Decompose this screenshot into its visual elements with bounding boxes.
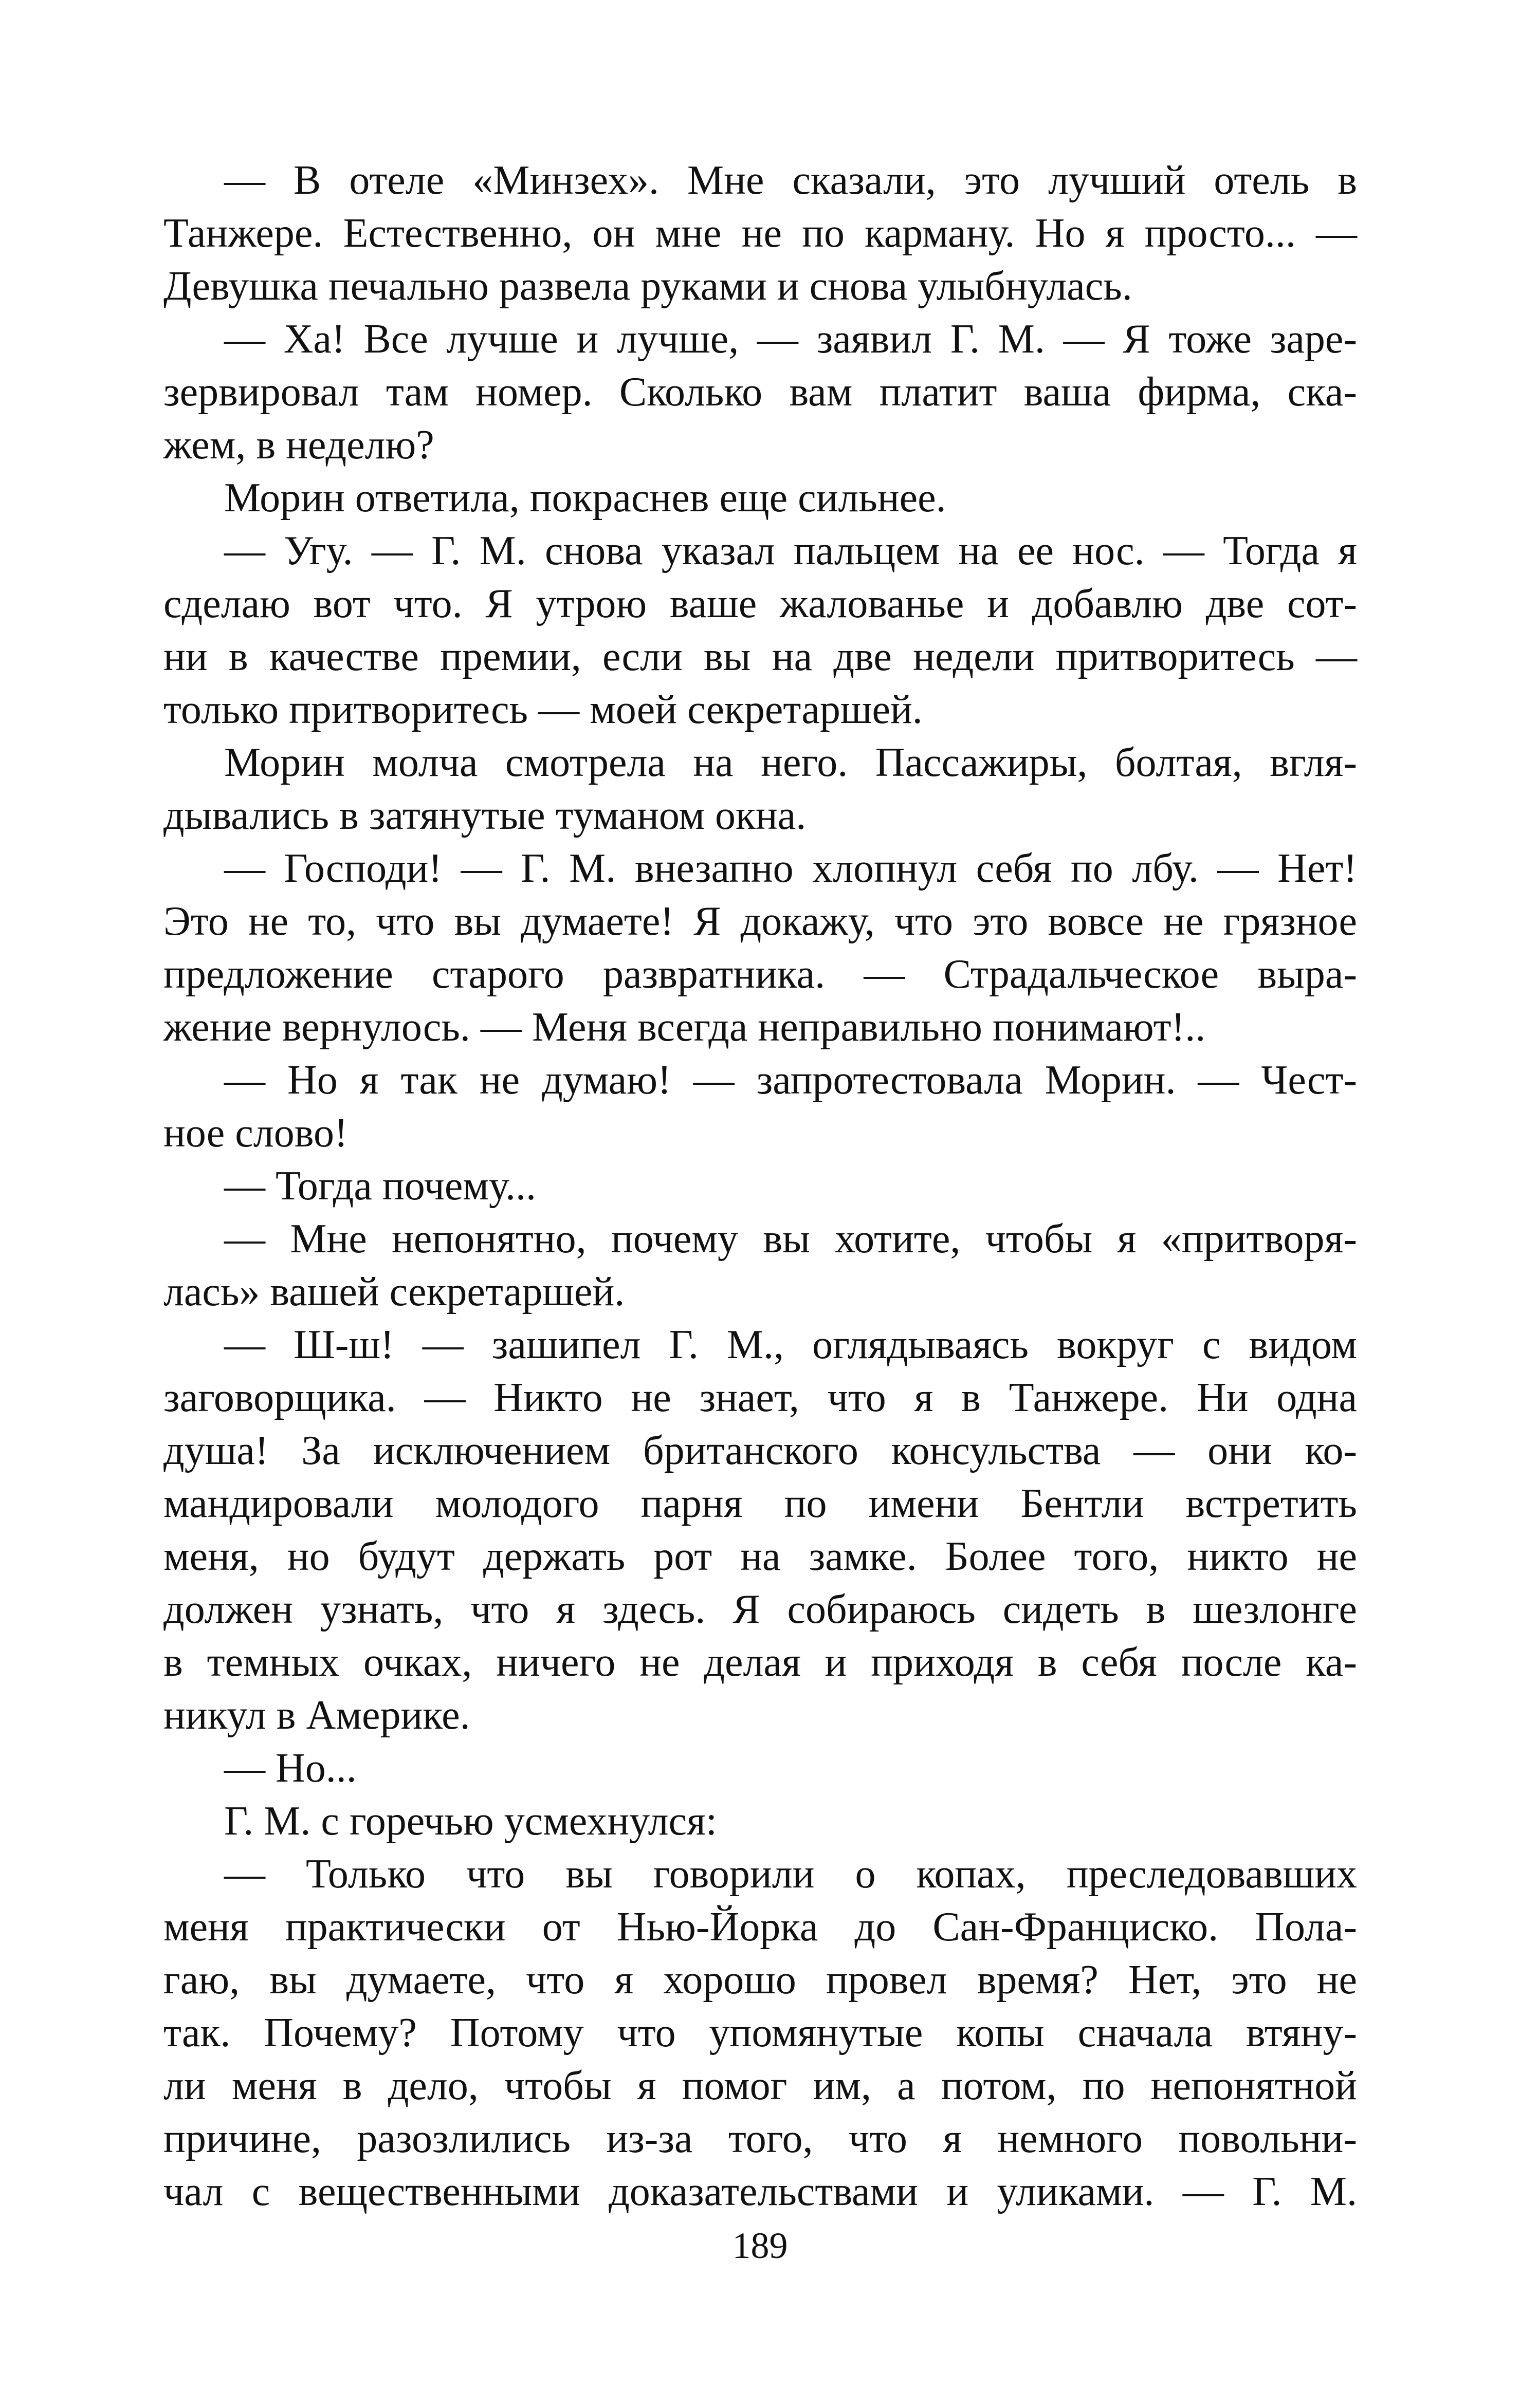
text-line: Морин молча смотрела на него. Пассажиры, болтая, вгля- (224, 740, 1357, 785)
text-line: причине, разозлились из-за того, что я немного повольни- (163, 2116, 1357, 2161)
text-line: предложение старого развратника. — Страдальческое выра- (163, 952, 1357, 997)
text-line: — В отеле «Минзех». Мне сказали, это лучший отель в (224, 158, 1357, 203)
text-line: зервировал там номер. Сколько вам платит ваша фирма, ска- (163, 369, 1357, 415)
body-text (163, 154, 1357, 2218)
text-line: — Господи! — Г. М. внезапно хлопнул себя по лбу. — Нет! (224, 846, 1357, 891)
text-line: — Угу. — Г. М. снова указал пальцем на ее нос. — Тогда я (224, 528, 1357, 573)
text-line: меня, но будут держать рот на замке. Более того, никто не (163, 1534, 1357, 1579)
page-number: 189 (732, 2225, 788, 2266)
text-line: — Но я так не думаю! — запротестовала Морин. — Чест- (224, 1058, 1357, 1103)
text-line: — Ш-ш! — зашипел Г. М., оглядываясь вокруг с видом (224, 1322, 1357, 1367)
text-line: — Но... (224, 1746, 357, 1791)
text-line: — Мне непонятно, почему вы хотите, чтобы я «притворя- (224, 1216, 1357, 1262)
text-line: Это не то, что вы думаете! Я докажу, что это вовсе не грязное (163, 899, 1357, 944)
text-line: душа! За исключением британского консульства — они ко- (163, 1428, 1357, 1473)
text-line: Девушка печально развела руками и снова улыбнулась. (163, 264, 1132, 309)
text-line: гаю, вы думаете, что я хорошо провел время? Нет, это не (163, 1957, 1357, 2003)
text-line: дывались в затянутые туманом окна. (163, 793, 807, 838)
text-line: Г. М. с горечью усмехнулся: (224, 1799, 718, 1844)
text-line: — Тогда почему... (224, 1163, 536, 1209)
text-line: чал с вещественными доказательствами и уликами. — Г. М. (163, 2169, 1357, 2214)
text-line: — Только что вы говорили о копах, преследовавших (224, 1851, 1357, 1897)
text-line: так. Почему? Потому что упомянутые копы сначала втяну- (163, 2010, 1357, 2055)
text-line: должен узнать, что я здесь. Я собираюсь сидеть в шезлонге (163, 1587, 1357, 1632)
text-line: Танжере. Естественно, он мне не по карману. Но я просто... — (163, 211, 1357, 256)
text-line: лась» вашей секретаршей. (163, 1269, 625, 1314)
text-line: ное слово! (163, 1110, 348, 1156)
text-line: заговорщика. — Никто не знает, что я в Танжере. Ни одна (163, 1375, 1357, 1420)
text-line: в темных очках, ничего не делая и приходя в себя после ка- (163, 1640, 1357, 1685)
text-line: Морин ответила, покраснев еще сильнее. (224, 475, 946, 521)
text-line: жем, в неделю? (163, 422, 434, 468)
text-line: жение вернулось. — Меня всегда неправильно понимают!.. (163, 1005, 1206, 1050)
text-line: сделаю вот что. Я утрою ваше жалованье и добавлю две сот- (163, 581, 1357, 626)
text-line: — Ха! Все лучше и лучше, — заявил Г. М. — Я тоже заре- (224, 317, 1357, 362)
text-line: никул в Америке. (163, 1693, 470, 1738)
text-line: мандировали молодого парня по имени Бентли встретить (163, 1481, 1357, 1526)
text-line: ли меня в дело, чтобы я помог им, а потом, по непонятной (163, 2063, 1357, 2108)
text-line: ни в качестве премии, если вы на две недели притворитесь — (163, 634, 1357, 679)
text-line: меня практически от Нью-Йорка до Сан-Франциско. Пола- (163, 1904, 1357, 1950)
text-line: только притворитесь — моей секретаршей. (163, 687, 923, 732)
